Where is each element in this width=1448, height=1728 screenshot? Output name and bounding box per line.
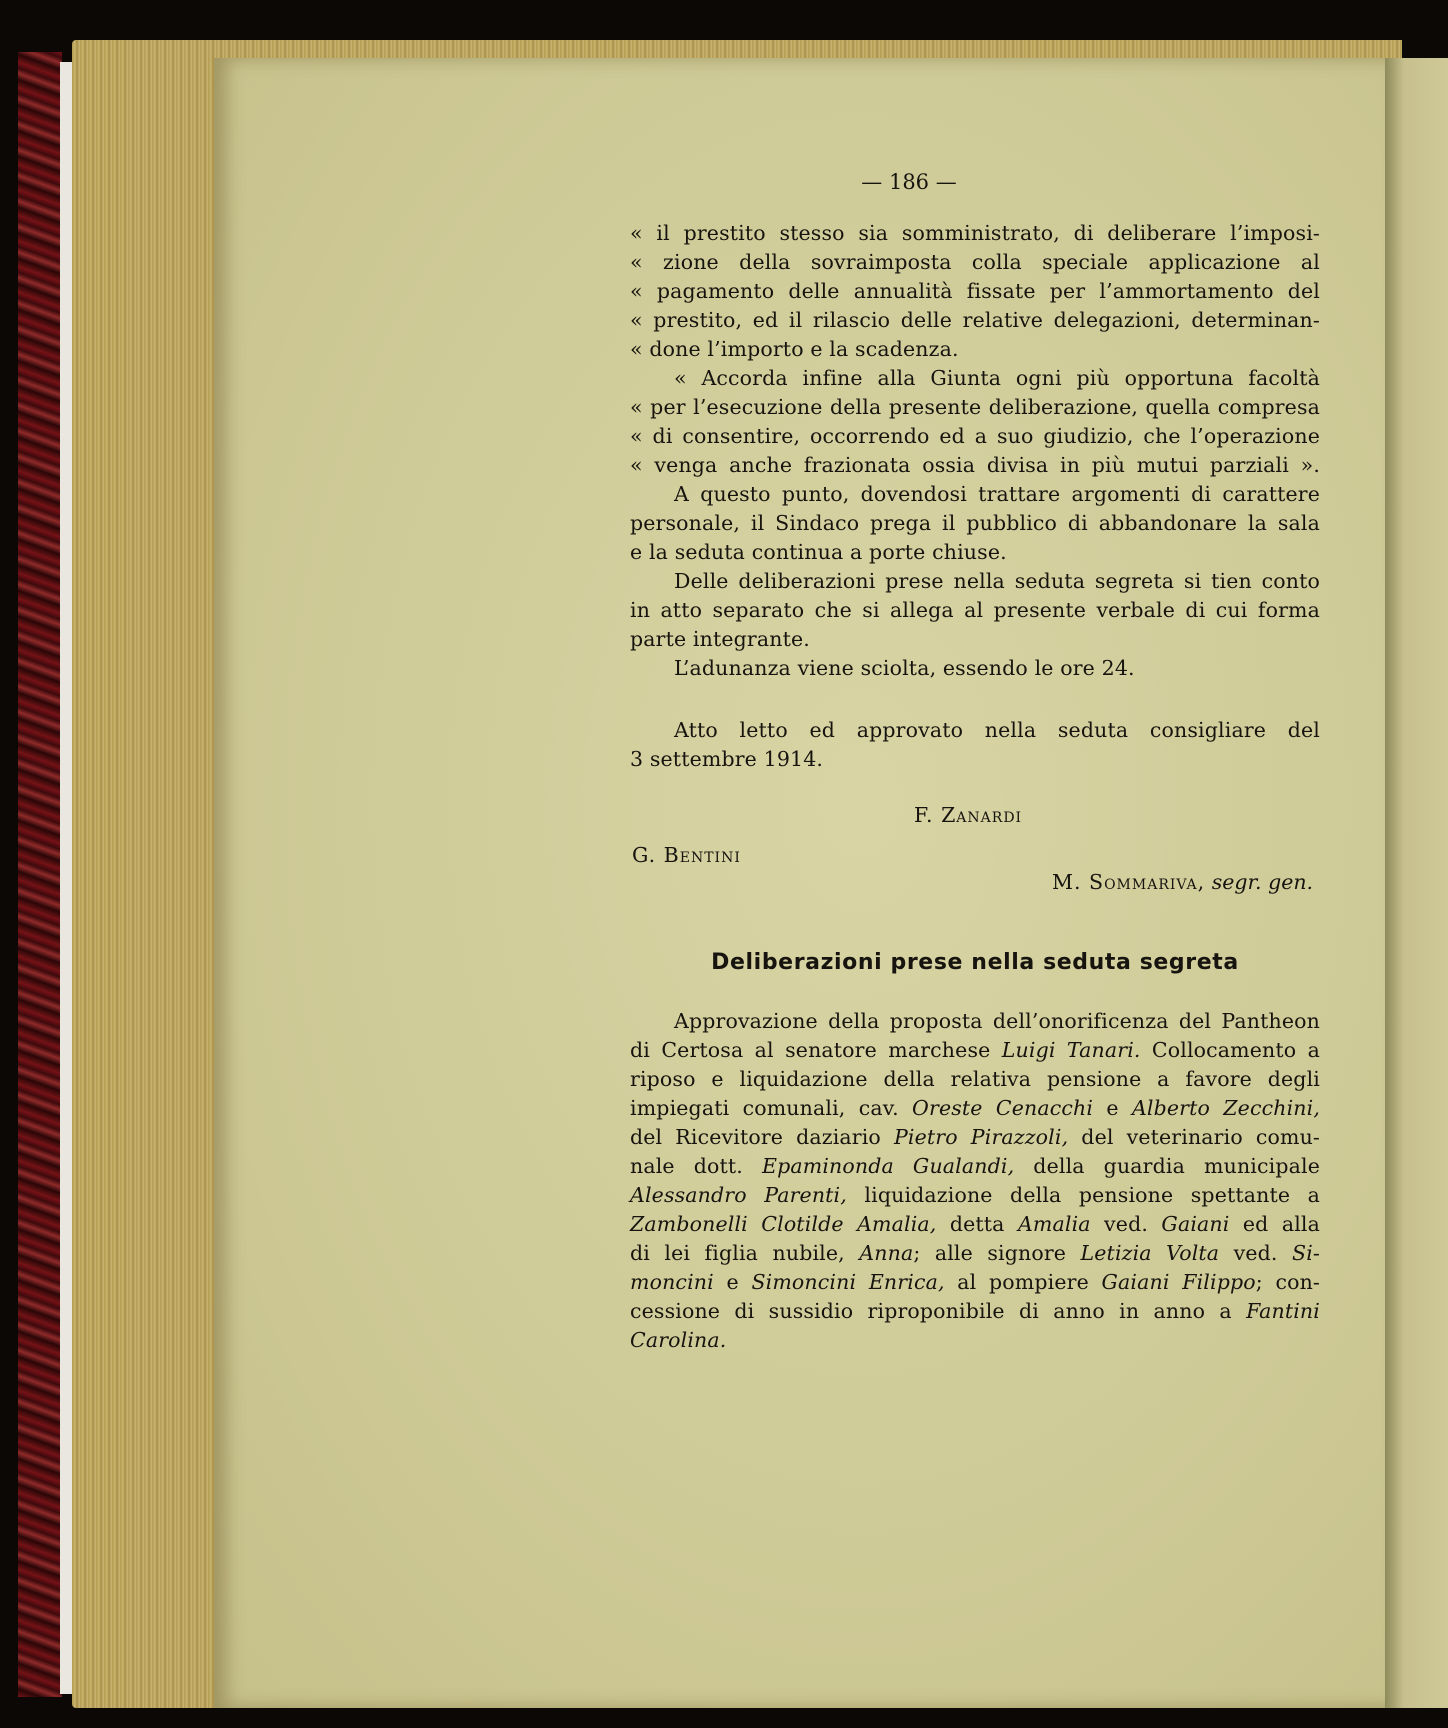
text-line: L’adunanza viene sciolta, essendo le ore 24. — [674, 656, 1135, 680]
section-heading: Deliberazioni prese nella seduta segreta — [711, 950, 1239, 975]
approval-paragraph — [630, 716, 1320, 774]
text-line: di Certosa al senatore marchese Luigi Tanari. Collocamento a — [630, 1038, 1321, 1062]
text-line: « il prestito stesso sia somministrato, di deliberare l’imposi- — [630, 221, 1320, 245]
text-line: A questo punto, dovendosi trattare argomenti di carattere — [674, 482, 1320, 506]
text-line: personale, il Sindaco prega il pubblico di abbandonare la sala — [630, 511, 1320, 535]
text-line: « venga anche frazionata ossia divisa in più mutui parziali ». — [630, 453, 1320, 477]
text-line: Alessandro Parenti, liquidazione della pensione spettante a — [630, 1183, 1320, 1207]
text-line: impiegati comunali, cav. Oreste Cenacchi e Alberto Zecchini, — [630, 1096, 1321, 1120]
text-line: « di consentire, occorrendo ed a suo giudizio, che l’operazione — [630, 424, 1320, 448]
text-line: moncini e Simoncini Enrica, al pompiere Gaiani Filippo; con- — [630, 1270, 1320, 1294]
text-line: cessione di sussidio riproponibile di anno in anno a Fantini — [630, 1299, 1320, 1323]
text-line: Carolina. — [630, 1328, 727, 1352]
text-line: « Accorda infine alla Giunta ogni più opportuna facoltà — [674, 366, 1320, 390]
text-line: parte integrante. — [630, 627, 810, 651]
text-line: nale dott. Epaminonda Gualandi, della guardia municipale — [630, 1154, 1320, 1178]
secret-session-paragraph — [630, 1007, 1320, 1355]
signature-zanardi: F. Zanardi — [914, 803, 1023, 827]
text-line: Zambonelli Clotilde Amalia, detta Amalia ved. Gaiani ed alla — [630, 1212, 1320, 1236]
signature-sommariva-name: M. Sommariva, — [1052, 870, 1206, 894]
continuation-quote — [630, 219, 1320, 683]
text-line: Delle deliberazioni prese nella seduta segreta si tien conto — [674, 569, 1320, 593]
text-line: « pagamento delle annualità fissate per l’ammortamento del — [630, 279, 1320, 303]
facing-page-edge — [1385, 58, 1448, 1708]
text-line: « per l’esecuzione della presente deliberazione, quella compresa — [630, 395, 1320, 419]
text-line: Approvazione della proposta dell’onorificenza del Pantheon — [674, 1009, 1320, 1033]
text-line: Atto letto ed approvato nella seduta consigliare del — [674, 718, 1320, 742]
text-line: di lei figlia nubile, Anna; alle signore Letizia Volta ved. Si- — [630, 1241, 1320, 1265]
signature-sommariva — [1052, 870, 1313, 894]
text-line: « prestito, ed il rilascio delle relative delegazioni, determinan- — [630, 308, 1320, 332]
signature-bentini: G. Bentini — [632, 843, 741, 867]
text-line: « zione della sovraimposta colla speciale applicazione al — [630, 250, 1320, 274]
text-line: 3 settembre 1914. — [630, 747, 824, 771]
text-line: e la seduta continua a porte chiuse. — [630, 540, 1007, 564]
signature-sommariva-role: segr. gen. — [1211, 870, 1314, 894]
text-line: riposo e liquidazione della relativa pensione a favore degli — [630, 1067, 1320, 1091]
text-line: del Ricevitore daziario Pietro Pirazzoli, del veterinario comu- — [630, 1125, 1321, 1149]
book-cover-edge — [18, 52, 62, 1697]
text-line: in atto separato che si allega al presente verbale di cui forma — [630, 598, 1320, 622]
text-line: « done l’importo e la scadenza. — [630, 337, 959, 361]
page-number: — 186 — — [861, 170, 957, 194]
